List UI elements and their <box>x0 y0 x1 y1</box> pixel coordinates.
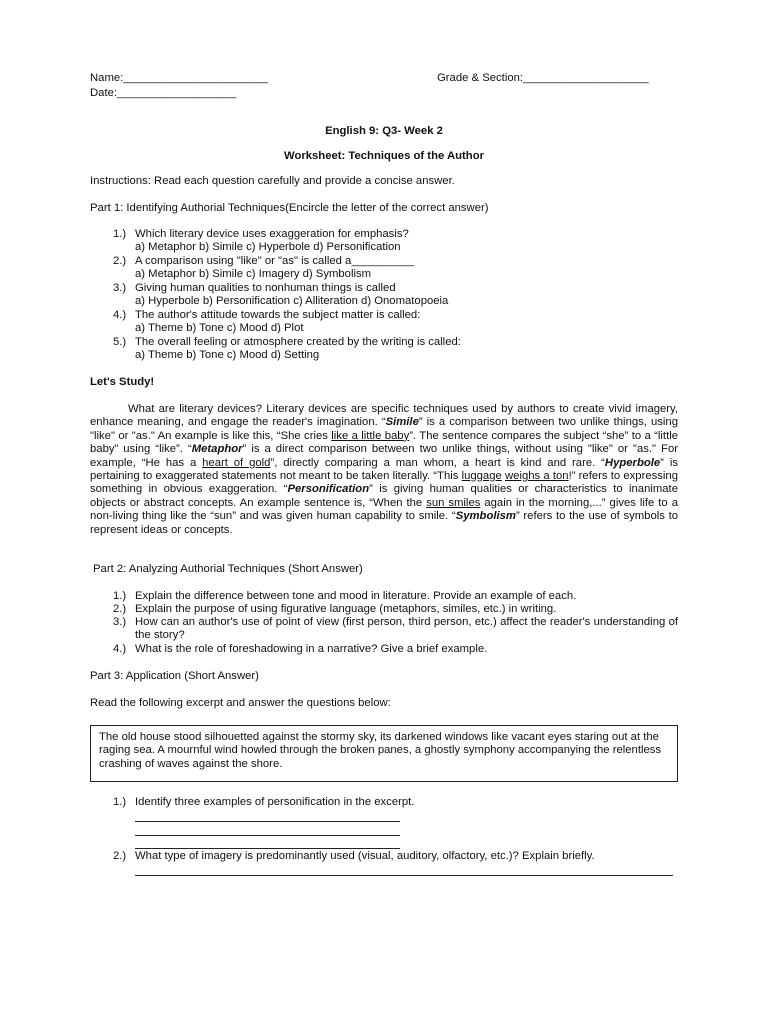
example-underlined: sun smiles <box>426 496 481 509</box>
term-simile: Simile <box>385 416 419 429</box>
study-text: What are literary devices? Literary devices are specific techniques used by authors to create vivid imagery, enhance meaning, and engage the reader's imagination. “ <box>90 403 678 429</box>
question-options: a) Theme b) Tone c) Mood d) Setting <box>135 349 320 361</box>
answer-line[interactable] <box>135 820 400 822</box>
study-text: !” refers to expressing something in obvious exaggeration. “ <box>90 470 678 496</box>
part2-question <box>113 603 556 616</box>
term-hyperbole: Hyperbole <box>604 456 661 469</box>
question-number: 2.) <box>113 255 127 267</box>
question-number: 3.) <box>113 616 127 628</box>
excerpt-box <box>90 725 678 782</box>
question-text: What type of imagery is predominantly used (visual, auditory, olfactory, etc.)? Explain briefly. <box>135 850 595 862</box>
study-text: ”. The sentence compares the subject “she” to a “little baby” using “like”. “ <box>90 429 678 456</box>
part3-question <box>113 796 414 809</box>
question-text: The author's attitude towards the subject matter is called: <box>135 309 421 321</box>
question-number: 2.) <box>113 850 127 862</box>
page-subtitle: Worksheet: Techniques of the Author <box>283 150 484 162</box>
example-underlined: weighs a ton <box>505 470 569 483</box>
part3-instruction: Read the following excerpt and answer the questions below: <box>90 697 391 709</box>
question-number: 5.) <box>113 336 127 348</box>
part1-question <box>113 309 420 322</box>
part2-question <box>113 643 487 656</box>
question-text: A comparison using "like" or "as" is called a__________ <box>135 255 415 267</box>
date-field-label: Date:___________________ <box>90 87 237 99</box>
question-number: 1.) <box>113 796 127 808</box>
term-symbolism: Symbolism <box>455 510 516 523</box>
part3-heading: Part 3: Application (Short Answer) <box>90 670 259 682</box>
question-text: The overall feeling or atmosphere created by the writing is called: <box>135 336 461 348</box>
answer-line[interactable] <box>135 874 673 876</box>
question-text: Which literary device uses exaggeration for emphasis? <box>135 228 409 240</box>
example-underlined: like a little baby <box>331 429 410 442</box>
question-text: Explain the difference between tone and mood in literature. Provide an example of each. <box>135 590 577 602</box>
answer-line[interactable] <box>135 847 400 849</box>
question-text: How can an author's use of point of view (first person, third person, etc.) affect the reader's understanding of the story? <box>135 616 678 642</box>
question-text: Identify three examples of personification in the excerpt. <box>135 796 415 808</box>
question-text: What is the role of foreshadowing in a narrative? Give a brief example. <box>135 643 488 655</box>
study-paragraph <box>90 403 678 537</box>
study-text: ” is giving human qualities or characteristics to inanimate objects or abstract concepts. An example sentence is, “When the <box>90 483 678 509</box>
question-options: a) Metaphor b) Simile c) Hyperbole d) Personification <box>135 241 401 253</box>
part1-heading: Part 1: Identifying Authorial Techniques(Encircle the letter of the correct answer) <box>90 202 489 214</box>
example-underlined: luggage <box>461 470 502 483</box>
part3-question <box>113 850 595 863</box>
study-text: ” is a comparison between two unlike things, using "like" or "as." An example is like this, “She cries <box>90 416 678 442</box>
instructions: Instructions: Read each question carefully and provide a concise answer. <box>90 175 455 187</box>
question-number: 4.) <box>113 643 127 655</box>
question-number: 1.) <box>113 590 127 602</box>
part2-question <box>113 616 678 643</box>
part1-question <box>113 336 461 349</box>
term-metaphor: Metaphor <box>191 443 243 456</box>
study-text: ” is a direct comparison between two unlike things, without using "like" or "as." For example, “He has a <box>90 443 678 469</box>
question-number: 2.) <box>113 603 127 615</box>
question-number: 3.) <box>113 282 127 294</box>
question-text: Explain the purpose of using figurative language (metaphors, similes, etc.) in writing. <box>135 603 557 615</box>
part2-question <box>113 590 576 603</box>
term-personification: Personification <box>287 483 370 496</box>
part1-question <box>113 228 409 241</box>
part2-heading: Part 2: Analyzing Authorial Techniques (Short Answer) <box>93 563 363 575</box>
question-options: a) Metaphor b) Simile c) Imagery d) Symbolism <box>135 268 372 280</box>
question-options: a) Hyperbole b) Personification c) Alliteration d) Onomatopoeia <box>135 295 449 307</box>
question-options: a) Theme b) Tone c) Mood d) Plot <box>135 322 304 334</box>
question-number: 4.) <box>113 309 127 321</box>
study-text: again in the morning,...” gives life to a non-living thing like the “sun” and was given human capability to smile. “ <box>90 496 678 523</box>
part1-question <box>113 282 396 295</box>
study-text: ” refers to the use of symbols to represent ideas or concepts. <box>90 510 678 536</box>
page-title: English 9: Q3- Week 2 <box>325 125 443 137</box>
study-text: ”, directly comparing a man whom, a heart is kind and rare. “ <box>270 456 605 469</box>
answer-line[interactable] <box>135 834 400 836</box>
part1-question <box>113 255 414 268</box>
name-field-label: Name:_______________________ <box>90 72 268 84</box>
question-text: Giving human qualities to nonhuman things is called <box>135 282 396 294</box>
excerpt-text: The old house stood silhouetted against the stormy sky, its darkened windows like vacant eyes staring out at the raging sea. A mournful wind howled through the broken panes, a ghostly symphony accompanying the relentless crashing of waves against the shore. <box>99 731 662 770</box>
study-text: ” is pertaining to exaggerated statements not meant to be taken literally. “This <box>90 456 678 483</box>
example-underlined: heart of gold <box>202 456 271 469</box>
study-heading: Let's Study! <box>90 376 155 388</box>
grade-section-field-label: Grade & Section:____________________ <box>437 72 649 84</box>
question-number: 1.) <box>113 228 127 240</box>
